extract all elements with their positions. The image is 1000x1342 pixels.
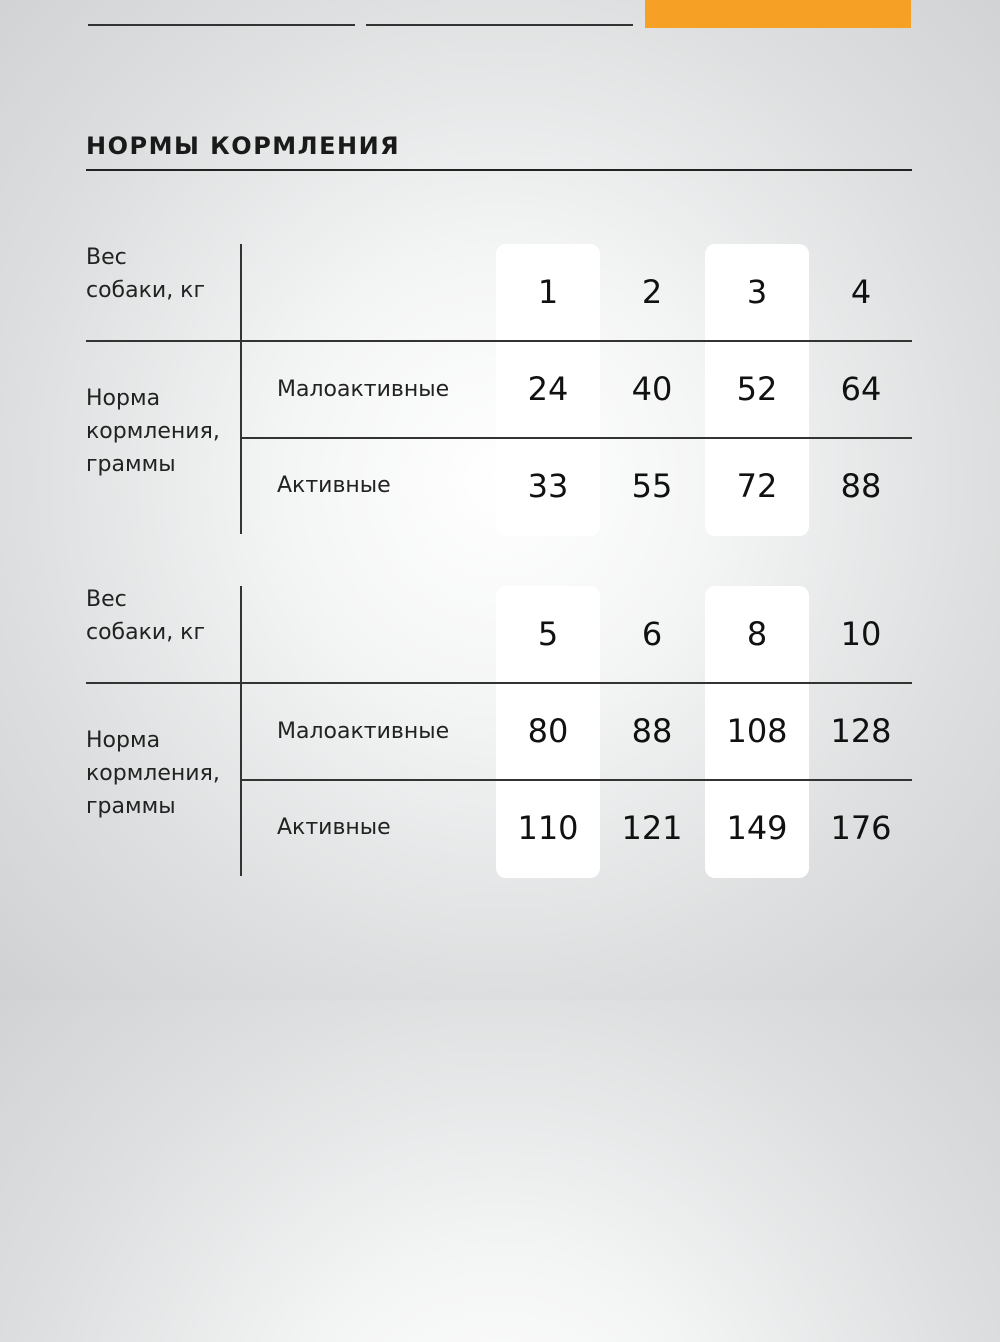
low-activity-cell: 80 xyxy=(527,712,569,750)
low-activity-cell: 108 xyxy=(726,712,788,750)
high-activity-cell: 55 xyxy=(631,467,673,505)
high-activity-cell: 149 xyxy=(726,809,788,847)
row-divider xyxy=(86,682,912,684)
low-activity-cell: 64 xyxy=(840,370,882,408)
weight-cell: 2 xyxy=(641,273,663,311)
low-activity-cell: 52 xyxy=(736,370,778,408)
weight-cell: 4 xyxy=(850,273,872,311)
row-divider xyxy=(241,779,912,781)
high-activity-cell: 121 xyxy=(621,809,683,847)
low-activity-cell: 128 xyxy=(830,712,892,750)
high-activity-cell: 72 xyxy=(736,467,778,505)
high-activity-cell: 33 xyxy=(527,467,569,505)
low-activity-cell: 40 xyxy=(631,370,673,408)
row-label-low-activity: Малоактивные xyxy=(277,719,450,744)
vertical-divider xyxy=(240,586,242,876)
weight-label: Вес собаки, кг xyxy=(86,587,206,645)
feeding-table-2 xyxy=(0,342,1000,1342)
weight-cell: 8 xyxy=(746,615,768,653)
low-activity-cell: 88 xyxy=(631,712,673,750)
high-activity-cell: 110 xyxy=(517,809,579,847)
weight-cell: 5 xyxy=(537,615,559,653)
weight-label: Вес собаки, кг xyxy=(86,245,206,303)
page-title: НОРМЫ КОРМЛЕНИЯ xyxy=(86,132,401,160)
low-activity-cell: 24 xyxy=(527,370,569,408)
high-activity-cell: 88 xyxy=(840,467,882,505)
row-label-high-activity: Активные xyxy=(277,473,391,498)
row-label-high-activity: Активные xyxy=(277,815,391,840)
row-label-low-activity: Малоактивные xyxy=(277,377,450,402)
high-activity-cell: 176 xyxy=(830,809,892,847)
weight-cell: 1 xyxy=(537,273,559,311)
weight-cell: 10 xyxy=(840,615,882,653)
norm-label: Норма кормления, граммы xyxy=(86,728,220,819)
weight-cell: 6 xyxy=(641,615,663,653)
weight-cell: 3 xyxy=(746,273,768,311)
norm-label: Норма кормления, граммы xyxy=(86,386,220,477)
